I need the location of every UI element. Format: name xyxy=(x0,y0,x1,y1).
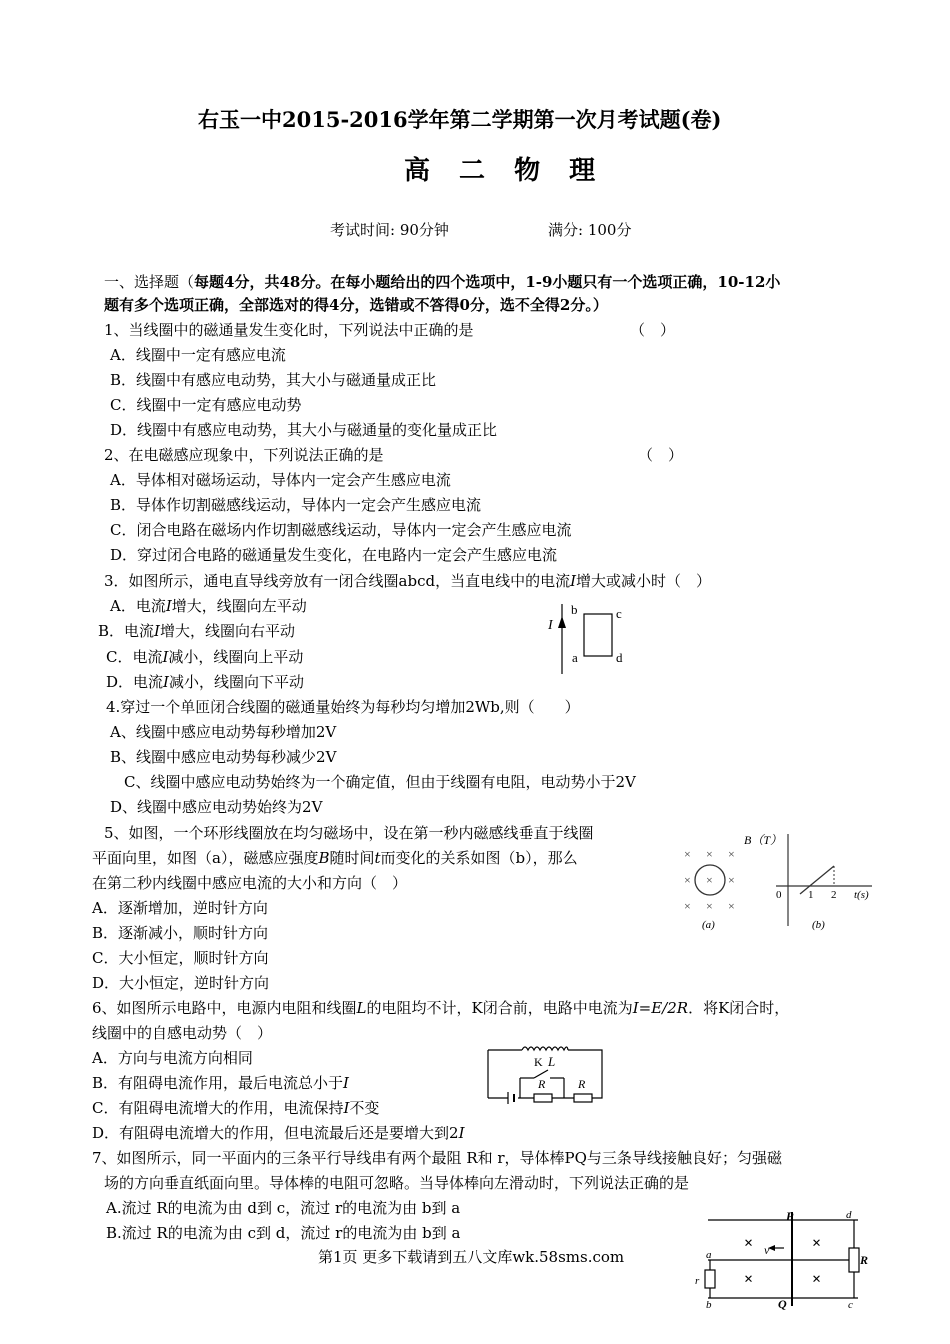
q2-option-c: C．闭合电路在磁场内作切割磁感线运动，导体内一定会产生感应电流 xyxy=(110,521,572,539)
q1-option-d: D．线圈中有感应电动势，其大小与磁通量的变化量成正比 xyxy=(110,421,498,439)
q6-line1-c: 的电阻均不计，K闭合前，电路中电流为 xyxy=(366,999,633,1017)
q6-option-c-rest: 不变 xyxy=(349,1099,380,1117)
q7-option-a: A.流过 R的电流为由 d到 c，流过 r的电流为由 b到 a xyxy=(106,1199,461,1217)
q5-caption-a: (a) xyxy=(702,919,715,931)
q3-stem-a: 3．如图所示，通电直导线旁放有一闭合线圈abcd，当直电线中的电流 xyxy=(104,572,571,590)
q5-tick-1: 1 xyxy=(808,889,814,901)
q6-switch-label: K xyxy=(534,1055,543,1069)
q1-answer-paren: （ ） xyxy=(630,321,676,339)
q1-option-a: A．线圈中一定有感应电流 xyxy=(110,346,286,364)
q5-xlabel: t(s) xyxy=(854,889,869,901)
q7-option-b: B.流过 R的电流为由 c到 d，流过 r的电流为由 b到 a xyxy=(106,1224,461,1242)
q3-corner-b: b xyxy=(571,602,578,617)
q6-circuit-figure xyxy=(484,1040,606,1106)
q7-label-b: b xyxy=(706,1299,712,1310)
q7-resistor-r xyxy=(705,1270,715,1288)
q3-stem-i: I xyxy=(570,572,577,590)
q3-option-a-rest: 增大，线圈向左平动 xyxy=(171,597,307,615)
q6-option-b-var: I xyxy=(343,1074,349,1092)
q3-current-arrow xyxy=(558,616,566,628)
exam-title: 右玉一中2015-2016学年第二学期第一次月考试题(卷) xyxy=(198,107,722,132)
q3-corner-d: d xyxy=(616,650,623,665)
q5-fig-a-field xyxy=(684,847,735,913)
q5-var-b: B xyxy=(318,849,330,867)
q1-stem: 1、当线圈中的磁通量发生变化时，下列说法中正确的是 xyxy=(104,321,474,339)
q7-rails-figure xyxy=(688,1208,874,1310)
q3-option-a xyxy=(110,596,307,616)
q3-option-a-text: A．电流 xyxy=(110,597,166,615)
q6-resistor-2-label: R xyxy=(578,1077,586,1091)
x-mark: × xyxy=(706,847,713,861)
q3-option-d-rest: 减小，线圈向下平动 xyxy=(168,673,304,691)
q3-option-b-var: I xyxy=(154,622,160,640)
q3-option-b-rest: 增大，线圈向右平动 xyxy=(159,622,295,640)
q3-option-c xyxy=(106,647,303,667)
q6-inductor-label: L xyxy=(548,1054,556,1069)
q2-option-b: B．导体作切割磁感线运动，导体内一定会产生感应电流 xyxy=(110,496,482,514)
q6-option-c xyxy=(92,1098,379,1118)
q5-option-a: A．逐渐增加，逆时针方向 xyxy=(92,899,268,917)
q2-stem: 2、在电磁感应现象中，下列说法正确的是 xyxy=(104,446,384,464)
q4-option-d: D、线圈中感应电动势始终为2V xyxy=(110,798,323,816)
q7-resistor-big-r xyxy=(849,1248,859,1272)
section-heading-line2: 题有多个选项正确，全部选对的得4分，选错或不答得0分，选不全得2分。） xyxy=(104,296,608,314)
q6-line1-e: ．将K闭合时， xyxy=(688,999,790,1017)
q3-option-d xyxy=(106,672,304,692)
q6-inductor-coil xyxy=(522,1047,568,1050)
q4-option-c: C、线圈中感应电动势始终为一个确定值，但由于线圈有电阻，电动势小于2V xyxy=(124,773,636,791)
q6-resistor-1-label: R xyxy=(538,1077,546,1091)
q3-option-c-var: I xyxy=(162,648,169,666)
exam-time: 考试时间: 90分钟 xyxy=(330,221,449,239)
q5-line2-e: 而变化的关系如图（b），那么 xyxy=(380,849,578,867)
x-mark: × xyxy=(684,899,691,913)
q4-stem: 4.穿过一个单匝闭合线圈的磁通量始终为每秒均匀增加2Wb,则（ ） xyxy=(106,698,580,716)
q3-stem-b: 增大或减小时（ ） xyxy=(576,572,712,590)
q6-var-l: L xyxy=(356,999,367,1017)
q7-line2: 场的方向垂直纸面向里。导体棒的电阻可忽略。当导体棒向左滑动时，下列说法正确的是 xyxy=(104,1174,690,1192)
q5-option-c: C．大小恒定，顺时针方向 xyxy=(92,949,269,967)
q2-option-d: D．穿过闭合电路的磁通量发生变化，在电路内一定会产生感应电流 xyxy=(110,546,558,564)
q6-resistor-1 xyxy=(534,1094,552,1102)
q5-option-b: B．逐渐减小，顺时针方向 xyxy=(92,924,269,942)
q3-current-label: I xyxy=(548,618,553,633)
q5-var-t: t xyxy=(374,849,381,867)
q3-option-d-var: I xyxy=(163,673,169,691)
q7-label-big-r: R xyxy=(860,1253,869,1267)
q7-field-marks xyxy=(744,1235,821,1288)
q6-option-b-text: B．有阻碍电流作用，最后电流总小于 xyxy=(92,1074,344,1092)
q5-b-line xyxy=(800,866,834,894)
section-heading-bold-1: 每题4分，共48分。在每小题给出的四个选项中，1-9小题只有一个选项正确，10-12小 xyxy=(194,273,781,291)
section-heading-plain: 一、选择题（ xyxy=(104,273,195,291)
q5-line2 xyxy=(92,848,578,868)
x-mark: × xyxy=(728,899,735,913)
x-mark: × xyxy=(728,847,735,861)
q3-option-d-text: D．电流 xyxy=(106,673,164,691)
q3-wire-loop-figure xyxy=(538,598,638,678)
x-mark: × xyxy=(812,1271,822,1288)
q6-resistor-2 xyxy=(574,1094,592,1102)
q3-option-c-rest: 减小，线圈向上平动 xyxy=(168,648,304,666)
q6-option-b xyxy=(92,1073,349,1093)
x-mark: × xyxy=(684,873,691,887)
q7-label-c: c xyxy=(848,1299,853,1310)
q2-answer-paren: （ ） xyxy=(638,446,684,464)
q7-label-a: a xyxy=(706,1249,712,1261)
q3-option-a-var: I xyxy=(165,597,172,615)
x-mark: × xyxy=(812,1235,822,1252)
q5-caption-b: (b) xyxy=(812,919,825,931)
subject-title: 高 二 物 理 xyxy=(404,156,606,186)
q3-option-b xyxy=(98,621,295,641)
full-score: 满分: 100分 xyxy=(548,221,632,239)
q3-stem xyxy=(104,571,711,591)
q2-option-a: A．导体相对磁场运动，导体内一定会产生感应电流 xyxy=(110,471,451,489)
q1-option-c: C．线圈中一定有感应电动势 xyxy=(110,396,302,414)
q3-loop-rect xyxy=(584,614,612,656)
q5-line2-a: 平面向里，如图（a），磁感应强度 xyxy=(92,849,319,867)
q6-option-c-var: I xyxy=(343,1099,350,1117)
q6-option-d xyxy=(92,1123,465,1143)
q6-option-d-text: D．有阻碍电流增大的作用，但电流最后还是要增大到2 xyxy=(92,1124,459,1142)
section-heading xyxy=(104,272,780,292)
q4-option-b: B、线圈中感应电动势每秒减少2V xyxy=(110,748,337,766)
q7-label-r: r xyxy=(695,1275,700,1287)
q5-line3: 在第二秒内线圈中感应电流的大小和方向（ ） xyxy=(92,874,408,892)
q7-label-d: d xyxy=(846,1209,852,1221)
x-mark: × xyxy=(728,873,735,887)
x-mark: × xyxy=(684,847,691,861)
q5-tick-2: 2 xyxy=(831,889,837,901)
q7-line1: 7、如图所示，同一平面内的三条平行导线串有两个最阻 R和 r，导体棒PQ与三条导线接触良好；匀强磁 xyxy=(92,1149,782,1167)
q3-option-c-text: C．电流 xyxy=(106,648,163,666)
x-mark: × xyxy=(744,1235,754,1252)
q5-ylabel: B（T） xyxy=(744,833,783,847)
q5-origin: 0 xyxy=(776,889,782,901)
q7-label-p: P xyxy=(786,1209,794,1223)
q6-line1-a: 6、如图所示电路中，电源内电阻和线圈 xyxy=(92,999,357,1017)
q6-formula: I=E/2R xyxy=(632,999,689,1017)
x-mark: × xyxy=(706,873,713,887)
q1-option-b: B．线圈中有感应电动势，其大小与磁通量成正比 xyxy=(110,371,437,389)
q6-line2: 线圈中的自感电动势（ ） xyxy=(92,1024,273,1042)
q6-option-c-text: C．有阻碍电流增大的作用，电流保持 xyxy=(92,1099,344,1117)
q6-option-a-text: A．方向与电流方向相同 xyxy=(92,1049,253,1067)
x-mark: × xyxy=(744,1271,754,1288)
q6-option-d-var: I xyxy=(458,1124,465,1142)
q5-line1: 5、如图，一个环形线圈放在均匀磁场中，设在第一秒内磁感线垂直于线圈 xyxy=(104,824,594,842)
q5-line2-c: 随时间 xyxy=(329,849,375,867)
q7-label-q: Q xyxy=(778,1297,787,1310)
q3-corner-a: a xyxy=(572,650,578,665)
q3-corner-c: c xyxy=(616,606,622,621)
q5-figure xyxy=(676,822,882,940)
x-mark: × xyxy=(706,899,713,913)
page-footer: 第1页 更多下载请到五八文库wk.58sms.com xyxy=(318,1248,625,1266)
q4-option-a: A、线圈中感应电动势每秒增加2V xyxy=(110,723,337,741)
q6-line1 xyxy=(92,998,789,1018)
q6-option-a xyxy=(92,1048,253,1068)
q3-option-b-text: B．电流 xyxy=(98,622,155,640)
q5-option-d: D．大小恒定，逆时针方向 xyxy=(92,974,270,992)
q7-velocity-label: v xyxy=(764,1243,770,1257)
